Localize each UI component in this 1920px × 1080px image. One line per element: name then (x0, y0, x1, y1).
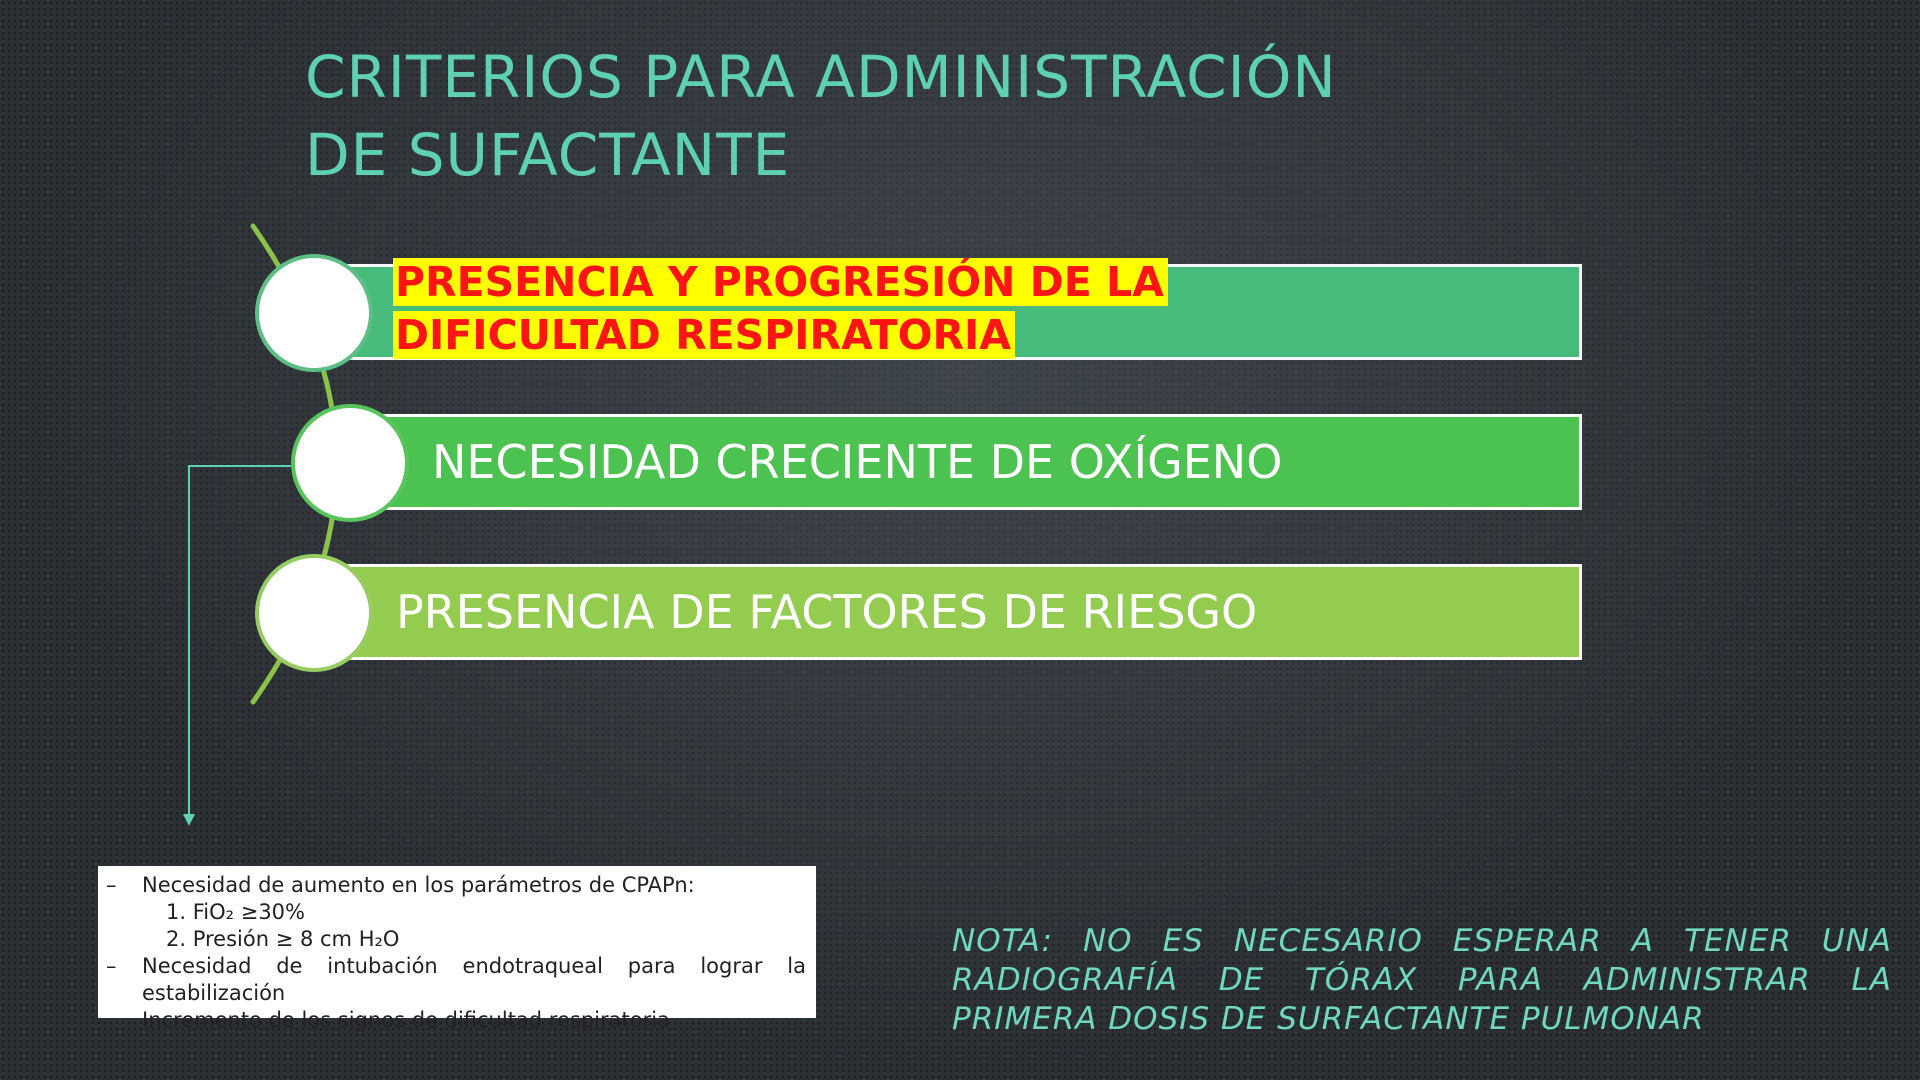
criterion-bar-2 (370, 414, 1582, 510)
excerpt-dash (106, 1007, 142, 1034)
excerpt-item-2 (106, 953, 806, 1007)
criterion-bar-3 (335, 564, 1582, 660)
criterion-label-1 (393, 256, 1443, 362)
excerpt-item-1 (106, 872, 806, 899)
criterion-label-1-text: PRESENCIA Y PROGRESIÓN DE LA DIFICULTAD RESPIRATORIA (393, 258, 1168, 359)
excerpt-subitem-2: 2. Presión ≥ 8 cm H₂O (166, 927, 400, 951)
criterion-label-3: PRESENCIA DE FACTORES DE RIESGO (396, 585, 1258, 639)
excerpt-connector-arrowhead (183, 814, 195, 826)
criterion-circle-1 (255, 254, 373, 372)
excerpt-dash: – (106, 954, 117, 978)
slide-title-line-1: CRITERIOS PARA ADMINISTRACIÓN (305, 43, 1337, 111)
excerpt-dash: – (106, 873, 117, 897)
criterion-circle-3 (255, 554, 373, 672)
criterion-label-2: NECESIDAD CRECIENTE DE OXÍGENO (432, 435, 1283, 489)
criteria-excerpt-image (98, 866, 816, 1032)
excerpt-text: Necesidad de aumento en los parámetros de CPAPn: (142, 873, 695, 897)
excerpt-item-3 (106, 1007, 806, 1034)
excerpt-subitem-1: 1. FiO₂ ≥30% (166, 900, 305, 924)
slide-title-line-2: DE SUFACTANTE (305, 121, 791, 189)
note-text: NOTA: NO ES NECESARIO ESPERAR A TENER UNA RADIOGRAFÍA DE TÓRAX PARA ADMINISTRAR LA PRIMERA DOSIS DE SURFACTANTE PULMONAR (952, 923, 1892, 1037)
excerpt-text: Necesidad de intubación endotraqueal para lograr la estabilización (142, 954, 806, 1005)
excerpt-text: Incremento de los signos de dificultad respiratoria (142, 1008, 670, 1032)
criterion-circle-2 (291, 404, 409, 522)
